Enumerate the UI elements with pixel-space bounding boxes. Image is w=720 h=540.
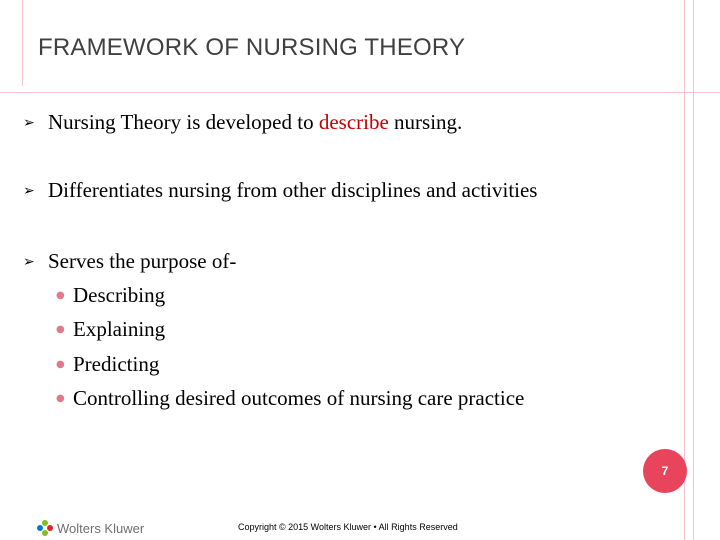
frame-line-right-outer <box>693 0 694 540</box>
sub-bullet-item <box>56 386 524 411</box>
copyright-text: Copyright © 2015 Wolters Kluwer • All Rights Reserved <box>238 522 458 532</box>
frame-line-left <box>22 0 23 86</box>
bullet-text: nursing. <box>388 110 463 134</box>
footer-brand-name: Wolters Kluwer <box>57 520 145 536</box>
bullet-item <box>23 178 537 203</box>
footer-logo <box>36 519 144 537</box>
wolters-kluwer-logo-icon <box>36 519 54 537</box>
page-number-badge: 7 <box>643 449 687 493</box>
sub-bullet-marker-icon: ● <box>56 393 65 404</box>
highlighted-word: describe <box>318 110 389 134</box>
bullet-text: Serves the purpose of- <box>48 249 237 273</box>
slide-title: FRAMEWORK OF NURSING THEORY <box>38 34 466 61</box>
frame-line-right-inner <box>684 0 685 540</box>
arrow-bullet-icon: ➢ <box>23 183 35 199</box>
sub-bullet-item <box>56 317 165 342</box>
bullet-item <box>23 249 236 274</box>
sub-bullet-text: Controlling desired outcomes of nursing care practice <box>73 386 525 410</box>
arrow-bullet-icon: ➢ <box>23 254 35 270</box>
sub-bullet-item <box>56 352 159 377</box>
sub-bullet-marker-icon: ● <box>56 324 65 335</box>
arrow-bullet-icon: ➢ <box>23 115 35 131</box>
sub-bullet-text: Predicting <box>73 352 160 376</box>
frame-line-title-divider <box>0 92 720 93</box>
sub-bullet-marker-icon: ● <box>56 359 65 370</box>
bullet-text: Nursing Theory is developed to <box>48 110 319 134</box>
sub-bullet-item <box>56 283 165 308</box>
sub-bullet-text: Describing <box>73 283 166 307</box>
bullet-text: Differentiates nursing from other disciplines and activities <box>48 178 538 202</box>
sub-bullet-text: Explaining <box>73 317 166 341</box>
bullet-item <box>23 110 462 135</box>
sub-bullet-marker-icon: ● <box>56 290 65 301</box>
